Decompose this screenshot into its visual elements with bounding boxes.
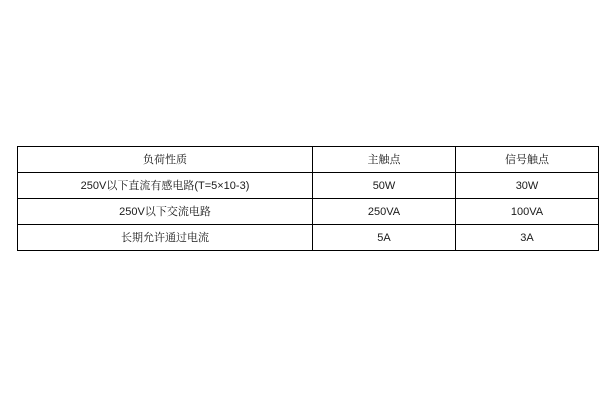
table-cell-signal-contact: 3A [456, 225, 599, 251]
table-cell-signal-contact: 30W [456, 173, 599, 199]
table-cell-main-contact: 250VA [313, 199, 456, 225]
contact-rating-table [17, 146, 599, 251]
table-row [18, 225, 599, 251]
table-header-main-contact: 主触点 [313, 147, 456, 173]
table-header-row [18, 147, 599, 173]
table-cell-load-nature: 250V以下直流有感电路(T=5×10-3) [18, 173, 313, 199]
table-cell-load-nature: 250V以下交流电路 [18, 199, 313, 225]
spec-table-container [17, 146, 583, 251]
table-header-load-nature: 负荷性质 [18, 147, 313, 173]
table-cell-signal-contact: 100VA [456, 199, 599, 225]
table-row [18, 173, 599, 199]
table-row [18, 199, 599, 225]
table-cell-main-contact: 5A [313, 225, 456, 251]
table-cell-load-nature: 长期允许通过电流 [18, 225, 313, 251]
table-header-signal-contact: 信号触点 [456, 147, 599, 173]
table-cell-main-contact: 50W [313, 173, 456, 199]
